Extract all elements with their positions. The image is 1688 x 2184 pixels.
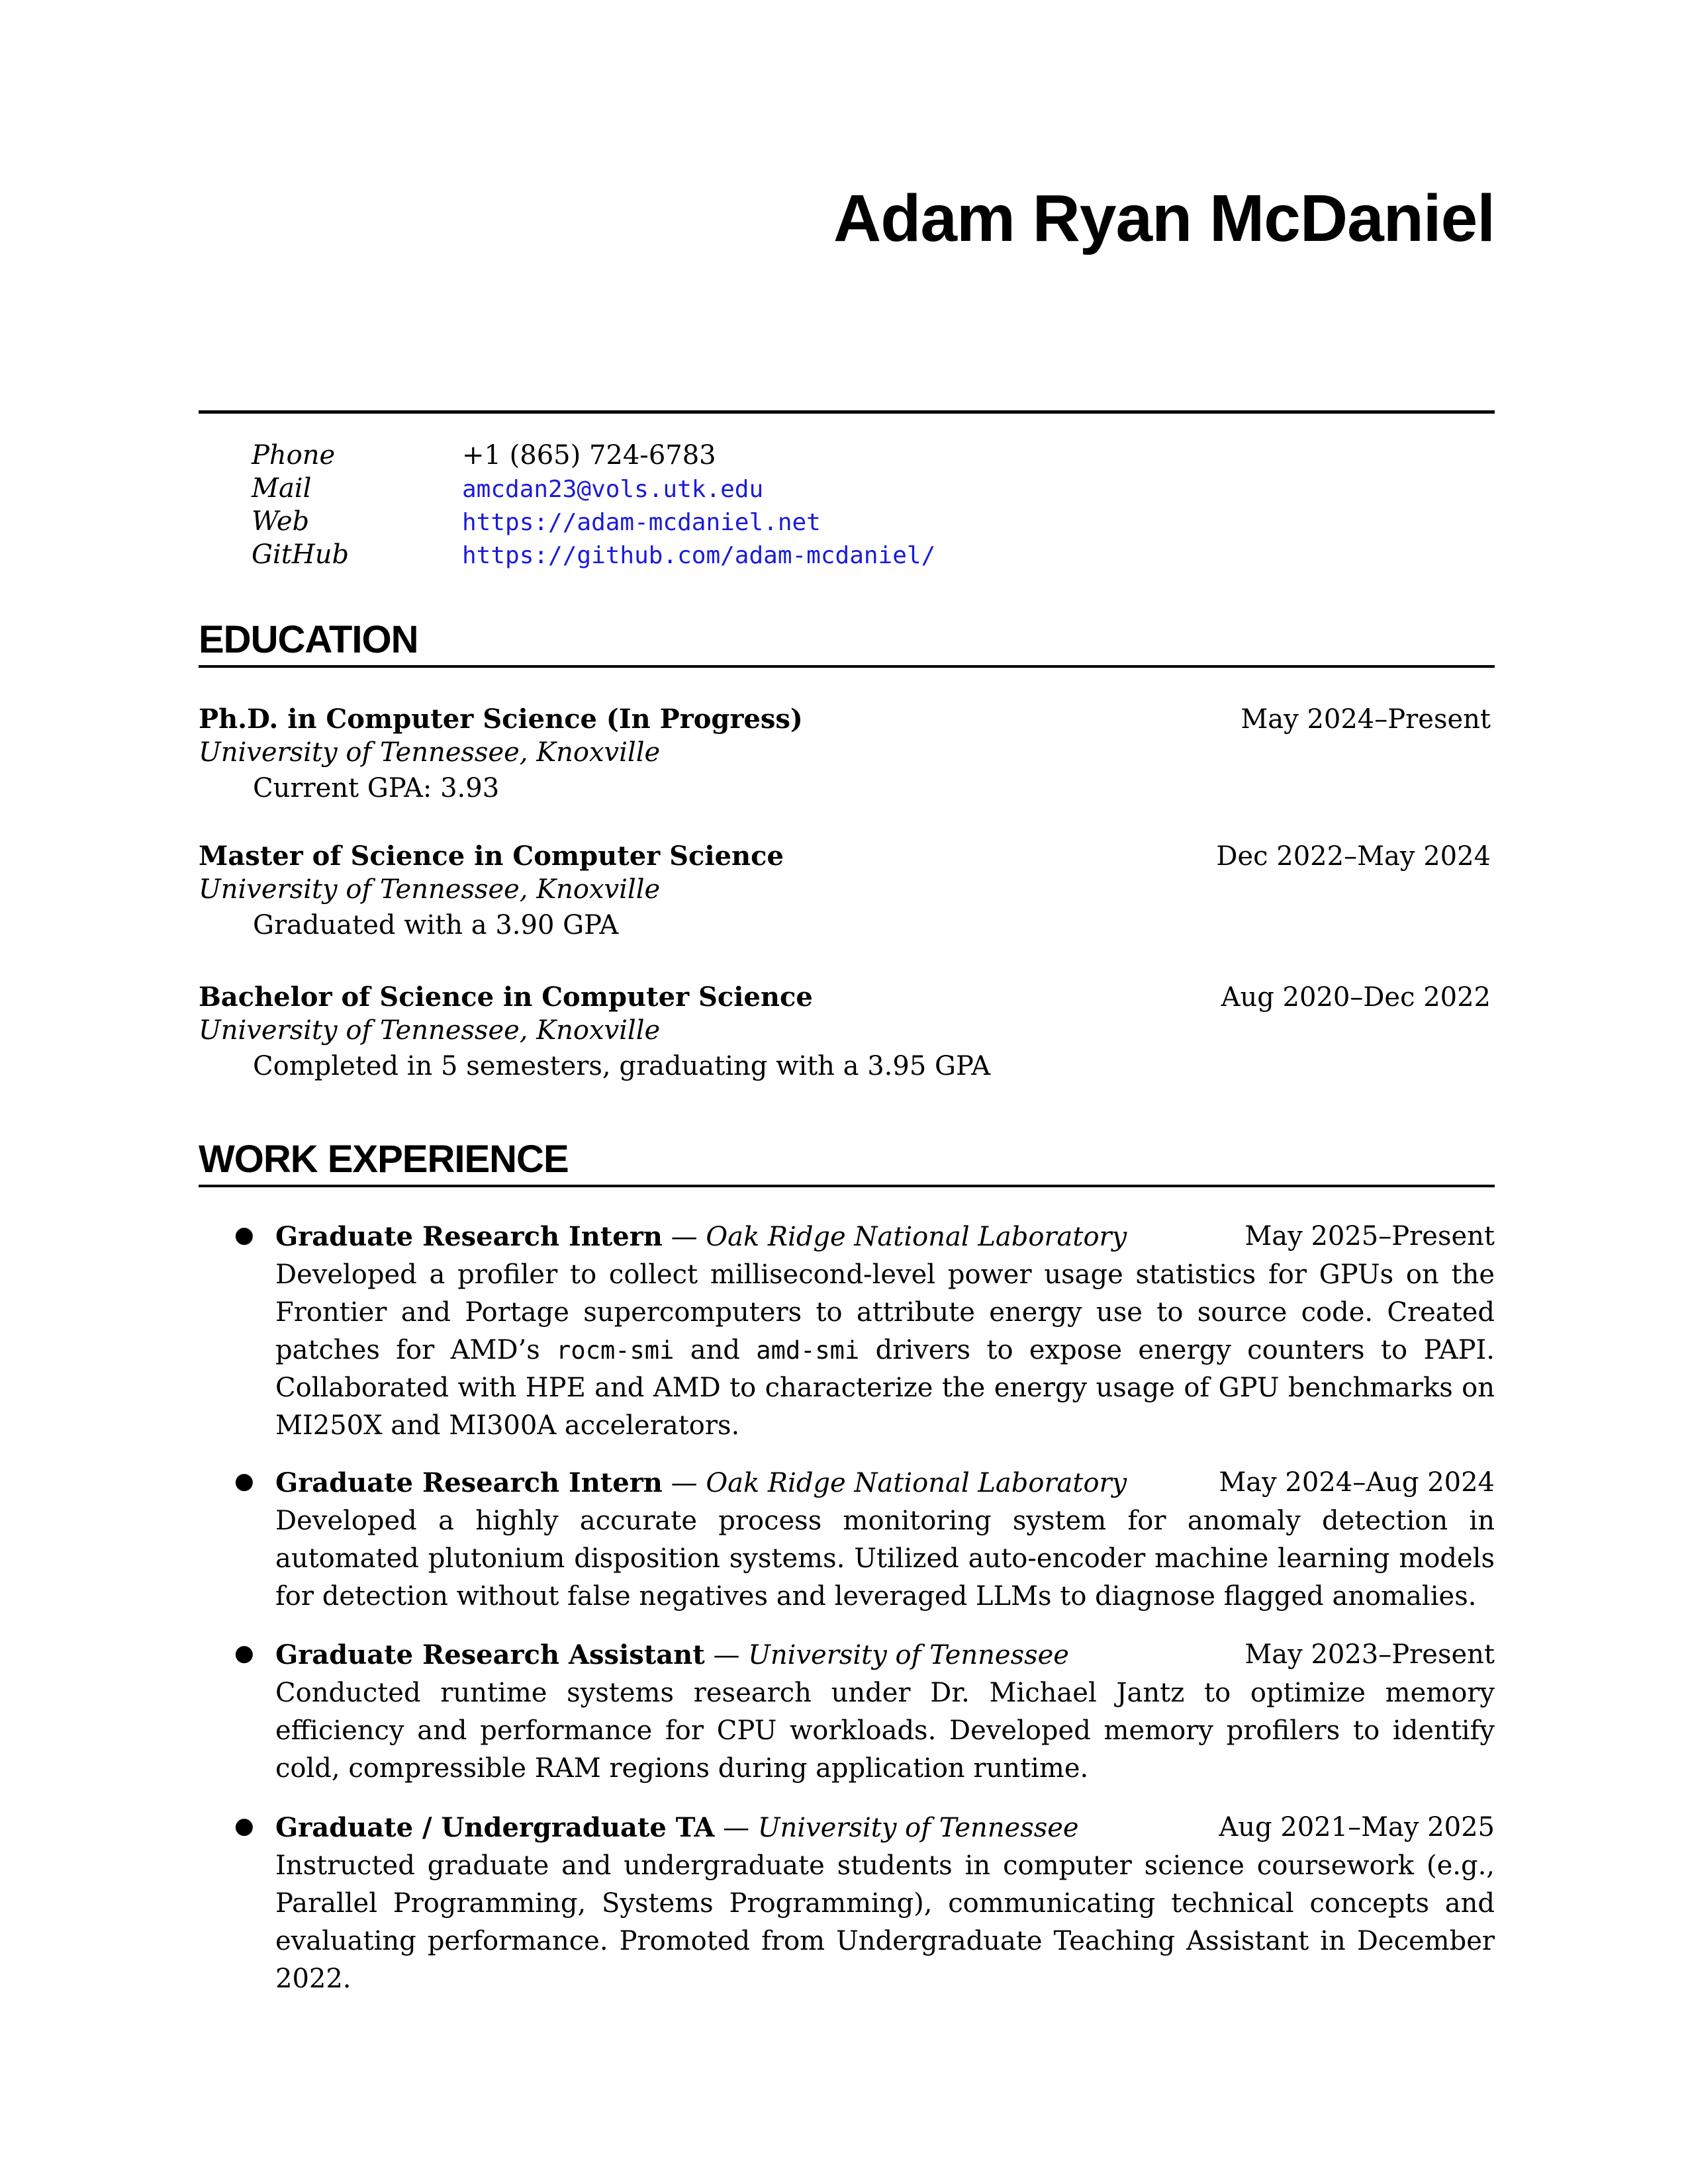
contact-block — [252, 440, 935, 572]
contact-label-web: Web — [252, 506, 310, 537]
job-description-text: and — [674, 1335, 757, 1365]
job-description-text: drivers to expose energy counters to PAPI. Collaborated with HPE and AMD to characterize the energy usage of GPU benchmarks on MI250X and MI300A accelerators. — [275, 1335, 1495, 1441]
education-entry — [199, 704, 1491, 803]
job-description — [275, 1256, 1495, 1445]
work-entry — [234, 1464, 1495, 1615]
bullet-icon: ● — [234, 1222, 254, 1248]
education-entry — [199, 981, 1491, 1081]
job-role: Graduate / Undergraduate TA — [275, 1812, 715, 1843]
contact-label-mail: Mail — [252, 473, 312, 504]
contact-mail-row — [252, 473, 935, 506]
education-entry — [199, 841, 1491, 940]
education-divider — [199, 665, 1495, 668]
separator-dash: — — [671, 1468, 698, 1498]
degree-dates: Dec 2022–May 2024 — [1216, 841, 1491, 872]
website-link[interactable]: https://adam-mcdaniel.net — [462, 509, 821, 536]
degree-note: Graduated with a 3.90 GPA — [253, 910, 619, 940]
resume-name: Adam Ryan McDaniel — [833, 181, 1495, 255]
phone-number: +1 (865) 724-6783 — [462, 440, 716, 471]
work-entry — [234, 1809, 1495, 1998]
degree-title: Bachelor of Science in Computer Science — [199, 981, 813, 1013]
github-link[interactable]: https://github.com/adam-mcdaniel/ — [462, 542, 936, 569]
job-description: Developed a highly accurate process monitoring system for anomaly detection in automated plutonium disposition systems. Utilized auto-encoder machine learning models for detection without false negatives and leveraged LLMs to diagnose flagged anomalies. — [275, 1506, 1495, 1612]
work-entry — [234, 1636, 1495, 1788]
contact-label-github: GitHub — [252, 539, 350, 570]
job-description: Instructed graduate and undergraduate students in computer science coursework (e.g., Parallel Programming, Systems Programming), communicating technical concepts and evaluating performance. Promoted from Undergraduate Teaching Assistant in December 2022. — [275, 1850, 1495, 1994]
job-organization: Oak Ridge National Laboratory — [706, 1222, 1127, 1252]
job-dates: May 2024–Aug 2024 — [1219, 1467, 1495, 1498]
job-dates: May 2025–Present — [1244, 1221, 1495, 1251]
job-dates: May 2023–Present — [1244, 1639, 1495, 1670]
education-heading: EDUCATION — [199, 618, 418, 661]
degree-note: Completed in 5 semesters, graduating with a 3.95 GPA — [253, 1051, 991, 1081]
job-dates: Aug 2021–May 2025 — [1219, 1812, 1495, 1843]
job-organization: University of Tennessee — [748, 1640, 1069, 1670]
school-name: University of Tennessee, Knoxville — [199, 737, 661, 768]
bullet-icon: ● — [234, 1468, 254, 1494]
work-entry — [234, 1218, 1495, 1445]
contact-label-phone: Phone — [252, 440, 336, 471]
degree-title: Ph.D. in Computer Science (In Progress) — [199, 704, 803, 735]
bullet-icon: ● — [234, 1813, 254, 1839]
contact-web-row — [252, 506, 935, 539]
job-role: Graduate Research Intern — [275, 1467, 663, 1498]
work-experience-heading: WORK EXPERIENCE — [199, 1138, 569, 1181]
separator-dash: — — [713, 1640, 740, 1670]
school-name: University of Tennessee, Knoxville — [199, 874, 661, 905]
bullet-icon: ● — [234, 1640, 254, 1666]
separator-dash: — — [723, 1813, 750, 1843]
degree-note: Current GPA: 3.93 — [253, 773, 500, 803]
job-organization: Oak Ridge National Laboratory — [706, 1468, 1127, 1498]
contact-github-row — [252, 539, 935, 572]
degree-dates: Aug 2020–Dec 2022 — [1221, 982, 1491, 1013]
contact-phone-row — [252, 440, 935, 473]
degree-dates: May 2024–Present — [1241, 704, 1491, 735]
email-link[interactable]: amcdan23@vols.utk.edu — [462, 476, 764, 503]
header-divider — [199, 410, 1495, 414]
job-role: Graduate Research Assistant — [275, 1639, 705, 1670]
degree-title: Master of Science in Computer Science — [199, 841, 784, 872]
job-organization: University of Tennessee — [757, 1813, 1079, 1843]
separator-dash: — — [671, 1222, 698, 1252]
job-role: Graduate Research Intern — [275, 1221, 663, 1252]
work-experience-divider — [199, 1185, 1495, 1187]
code-term: rocm-smi — [556, 1336, 675, 1365]
job-description: Conducted runtime systems research under Dr. Michael Jantz to optimize memory efficiency and performance for CPU workloads. Developed memory profilers to identify cold, compressible RAM regions during application runtime. — [275, 1678, 1495, 1784]
school-name: University of Tennessee, Knoxville — [199, 1015, 661, 1046]
job-description-text: Developed a profiler to collect millisecond-level power usage statistics for GPUs on the Frontier and Portage supercomputers to attribute energy use to source code. Created patches for AMD’s — [275, 1259, 1495, 1365]
code-term: amd-smi — [756, 1336, 860, 1365]
